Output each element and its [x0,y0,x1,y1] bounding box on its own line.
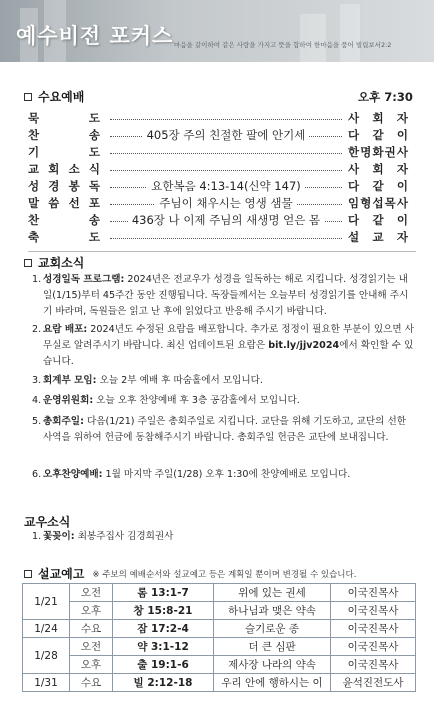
scripture-cell: 잠 17:2-4 [113,620,214,638]
sermon-plan-note: ※ 주보의 예배순서와 설교예고 등은 계획일 뿐이며 변경될 수 있습니다. [92,569,357,580]
worship-row-label [28,195,100,211]
sermon-title-cell: 더 큰 심판 [214,638,331,656]
label-char: 회 [372,162,384,176]
sermon-title-cell: 우리 안에 행하시는 이 [214,674,331,692]
worship-row [0,212,434,230]
label-char: 독 [88,179,100,193]
sermon-title-cell: 슬기로운 종 [214,620,331,638]
date-cell: 1/28 [23,638,70,674]
label-char: 다 [348,179,360,193]
checkbox-square-icon [24,570,32,578]
divider [28,251,416,252]
worship-time: 오후 7:30 [358,90,413,104]
date-cell: 1/24 [23,620,70,638]
scripture-cell: 약 3:1-12 [113,638,214,656]
news-item: 5. 총회주일: 다음(1/21) 주일은 총회주일로 지킵니다. 교단을 위해 기도하고, 교단의 선한 사역을 위하여 헌금에 동참해주시기 바랍니다. 총회주일 헌금은 교단에 보내집니다. [32,416,406,443]
date-cell: 1/31 [23,674,70,692]
banner-building-shape [300,14,326,62]
label-char: 교 [372,230,384,244]
label-char: 다 [348,213,360,227]
checkbox-square-icon [24,259,32,267]
label-char: 다 [348,128,360,142]
personnel-heading [24,513,70,530]
label-char: 설 [348,230,360,244]
worship-row [0,178,434,196]
personnel-item: 1. 꽃꽂이: 최봉주집사 김경희권사 [32,531,174,542]
worship-row-label [28,212,100,228]
label-char: 이 [396,128,408,142]
service-cell: 오후 [70,602,113,620]
label-char: 송 [88,213,100,227]
label-char: 교 [28,162,40,176]
label-char: 한 [348,145,360,159]
label-char: 소 [68,162,80,176]
scripture-cell: 창 15:8-21 [113,602,214,620]
sermon-plan-title: 설교예고 [38,567,85,581]
service-cell: 수요 [70,620,113,638]
label-char: 식 [88,162,100,176]
news-item: 6. 오후찬양예배: 1월 마지막 주일(1/28) 오후 1:30에 찬양예배로 모입니다. [32,469,351,480]
label-char: 자 [396,162,408,176]
label-char: 찬 [28,213,40,227]
label-char: 같 [372,179,384,193]
service-cell: 수요 [70,674,113,692]
label-char: 사 [396,145,408,159]
worship-row-label [28,144,100,160]
worship-row [0,110,434,128]
worship-row-label [28,110,100,126]
label-char: 권 [384,145,396,159]
news-item: 2. 요람 배포: 2024년도 수정된 요람을 배포합니다. 추가로 정정이 필요한 부분이 있으면 사무실로 알려주시기 바랍니다. 최신 업데이트된 요람은 bit.ly/jjv2024에서 확인할 수 있습니다. [32,324,414,367]
preacher-cell: 이국진목사 [331,656,416,674]
label-char: 회 [372,111,384,125]
news-item: 4. 운영위원회: 오늘 오후 찬양예배 후 3층 공감홀에서 모입니다. [32,395,300,406]
service-cell: 오전 [70,584,113,602]
worship-row-label [28,127,100,143]
label-char: 찬 [28,128,40,142]
label-char: 도 [88,230,100,244]
preacher-cell: 이국진목사 [331,620,416,638]
table-row [23,674,416,692]
worship-row-leader [348,195,408,211]
label-char: 사 [348,162,360,176]
banner-building-shape [340,4,360,62]
label-char: 사 [396,196,408,210]
personnel-title: 교우소식 [24,515,71,529]
news-item: 1. 성경일독 프로그램: 2024년은 전교우가 성경을 일독하는 해로 지킵니다. 성경읽기는 내일(1/15)부터 45주간 동안 진행됩니다. 독장들께서는 오늘부터 성경읽기를 안내해 주시기 바라며, 독원들은 읽고 난 후에 읽었다고 반응해 주시기 바랍니다. [32,274,409,317]
service-cell: 오전 [70,638,113,656]
label-char: 송 [88,128,100,142]
news-heading [24,254,84,271]
worship-row-content-wrap [110,178,342,194]
label-char: 자 [396,111,408,125]
worship-row [0,229,434,247]
sermon-plan-heading [24,565,356,582]
worship-heading [24,88,84,105]
label-char: 이 [396,213,408,227]
dotted-leader [110,119,342,120]
label-char: 포 [88,196,100,210]
worship-row-content-wrap [110,127,342,143]
worship-row-leader [348,212,408,228]
preacher-cell: 이국진목사 [331,638,416,656]
label-char: 명 [360,145,372,159]
sermon-title-cell: 제사장 나라의 약속 [214,656,331,674]
worship-row-content: 405장 주의 친절한 팔에 안기세 [143,128,310,142]
preacher-cell: 이국진목사 [331,602,416,620]
label-char: 도 [88,111,100,125]
label-char: 씀 [48,196,60,210]
sermon-plan-table [22,583,416,692]
sermon-title-cell: 하나님과 맺은 약속 [214,602,331,620]
label-char: 선 [68,196,80,210]
worship-title: 수요예배 [38,90,85,104]
worship-row [0,144,434,162]
table-row [23,620,416,638]
worship-row-content-wrap [110,212,342,228]
label-char: 같 [372,128,384,142]
date-cell: 1/21 [23,584,70,620]
label-char: 경 [48,179,60,193]
preacher-cell: 이국진목사 [331,584,416,602]
worship-row-leader [348,161,408,177]
label-char: 목 [384,196,396,210]
label-char: 봉 [68,179,80,193]
yoram-link[interactable]: bit.ly/jjv2024 [268,340,340,351]
banner-tagline: 마음을 같이하여 같은 사랑을 가지고 뜻을 합하여 한마음을 품어 빌립보서2:2 [174,41,392,49]
sermon-title-cell: 위에 있는 권세 [214,584,331,602]
scripture-cell: 출 19:1-6 [113,656,214,674]
news-item: 3. 회계부 모임: 오늘 2부 예배 후 따숨홀에서 모입니다. [32,375,263,386]
worship-row-leader [348,178,408,194]
label-char: 기 [28,145,40,159]
label-char: 같 [372,213,384,227]
worship-row-content: 요한복음 4:13-14(신약 147) [147,179,305,193]
worship-row-label [28,161,100,177]
label-char: 묵 [28,111,40,125]
label-char: 형 [360,196,372,210]
table-row [23,656,416,674]
label-char: 회 [48,162,60,176]
scripture-cell: 빌 2:12-18 [113,674,214,692]
worship-row-content-wrap [110,195,342,211]
dotted-leader [110,153,342,154]
table-row [23,602,416,620]
label-char: 성 [28,179,40,193]
worship-row [0,127,434,145]
label-char: 말 [28,196,40,210]
news-title: 교회소식 [38,256,85,270]
label-char: 이 [396,179,408,193]
table-row [23,638,416,656]
label-char: 임 [348,196,360,210]
worship-row-label [28,229,100,245]
dotted-leader [110,170,342,171]
worship-row-content: 436장 나 이제 주님의 새생명 얻은 몸 [128,213,324,227]
dotted-leader [110,238,342,239]
scripture-cell: 롬 13:1-7 [113,584,214,602]
worship-row [0,161,434,179]
worship-row-leader [348,110,408,126]
label-char: 도 [88,145,100,159]
label-char: 자 [396,230,408,244]
label-char: 사 [348,111,360,125]
service-cell: 오후 [70,656,113,674]
banner-title: 예수비전 포커스 [16,24,174,48]
label-char: 축 [28,230,40,244]
checkbox-square-icon [24,93,32,101]
worship-row-leader [348,127,408,143]
label-char: 화 [372,145,384,159]
table-row [23,584,416,602]
worship-row-leader [348,229,408,245]
worship-row [0,195,434,213]
header-banner [0,0,434,62]
preacher-cell: 윤석진전도사 [331,674,416,692]
worship-row-content: 주님이 채우시는 영생 샘물 [155,196,296,210]
worship-row-label [28,178,100,194]
label-char: 섭 [372,196,384,210]
worship-row-leader [348,144,408,160]
